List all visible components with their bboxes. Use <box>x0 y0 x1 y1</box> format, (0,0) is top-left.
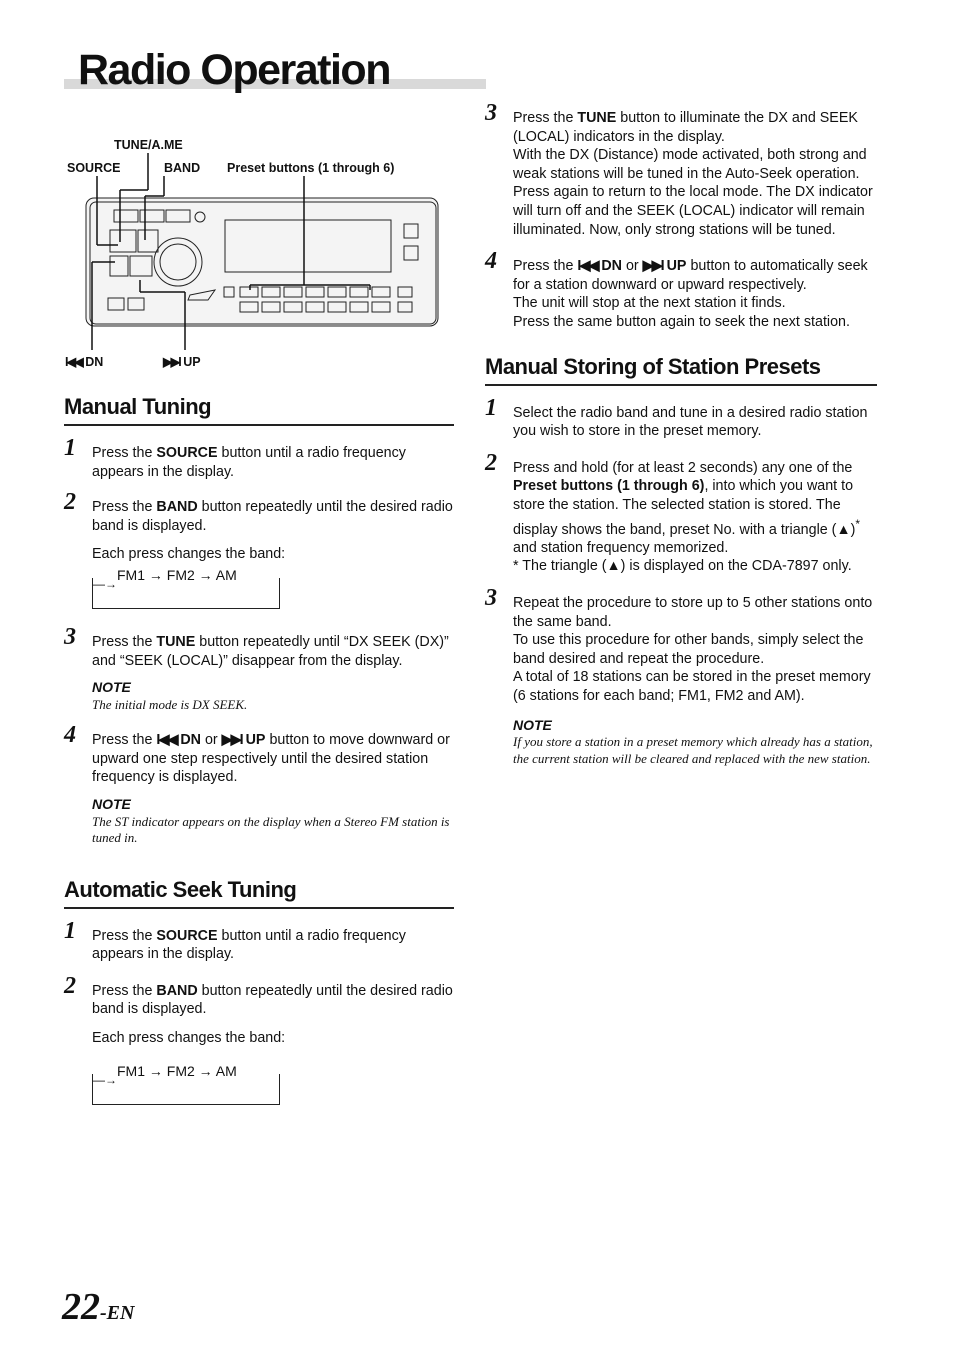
ps-step-2: 2 Press and hold (for at least 2 seconds) any one of the Preset buttons (1 through 6), into which you want to store the station. The selected station is stored. The display shows the band, preset No. with a triangle (▲)* and station frequency memorized. * The triangle (▲) is displayed on the CDA-7897 only. <box>485 459 877 576</box>
band-cycle-intro: Each press changes the band: <box>92 1030 286 1046</box>
as-step-1: 1 Press the SOURCE button until a radio frequency appears in the display. <box>64 917 406 963</box>
step-number: 2 <box>64 972 76 999</box>
note-heading: NOTE <box>513 716 552 733</box>
step-number: 3 <box>485 100 497 126</box>
band-cycle-diagram: —→ FM1 → FM2 → AM <box>92 1074 280 1105</box>
step-paragraph: A total of 18 stations can be stored in the preset memory (6 stations for each band; FM1, FM2 and AM). <box>513 669 871 705</box>
step-number: 2 <box>485 449 497 476</box>
as-step-4: 4 Press the I◀◀ DN or ▶▶I UP button to automatically seek for a station downward or upward respectively. The unit will stop at the next station it finds. Press the same button again to seek the next station. <box>485 257 877 331</box>
band-cycle-diagram: —→ FM1 → FM2 → AM <box>92 578 280 609</box>
triangle-footnote: * The triangle (▲) is displayed on the CDA-7897 only. <box>513 558 852 575</box>
as-step-2: 2 Press the BAND button repeatedly until the desired radio band is displayed. Each press changes the band: —→ FM1 → FM2 → AM <box>64 982 454 1105</box>
note-text: The initial mode is DX SEEK. <box>92 696 248 712</box>
mt-step-1: 1 Press the SOURCE button until a radio frequency appears in the display. <box>64 435 406 480</box>
note-heading: NOTE <box>92 796 131 813</box>
label-dn: I◀◀ DN <box>65 355 104 369</box>
step-number: 3 <box>485 585 497 612</box>
ps-step-3: 3 Repeat the procedure to store up to 5 other stations onto the same band. To use this procedure for other bands, simply select the band desired and repeat the procedure. A total of 18 stations can be stored in the preset memory (6 stations for each band; FM1, FM2 and AM). NOTE If you store a station in a preset memory which already has a station, the current station will be cleared and replaced with the new station. <box>485 594 877 767</box>
step-paragraph: With the DX (Distance) mode activated, both strong and weak stations will be tuned in the Auto-Seek operation. <box>513 147 867 182</box>
step-paragraph: The unit will stop at the next station it finds. <box>513 295 786 312</box>
label-up: ▶▶I UP <box>163 355 201 369</box>
step-number: 4 <box>485 248 497 275</box>
manual-tuning-heading: Manual Tuning <box>64 394 454 426</box>
step-number: 1 <box>64 435 76 461</box>
step-paragraph: To use this procedure for other bands, simply select the band desired and repeat the procedure. <box>513 632 864 667</box>
label-band: BAND <box>164 161 201 175</box>
ps-step-1: 1 Select the radio band and tune in a desired radio station you wish to store in the preset memory. <box>485 394 868 440</box>
right-column <box>485 100 877 767</box>
step-number: 2 <box>64 489 76 516</box>
page-title: Radio Operation <box>78 46 390 94</box>
page-number: 22-EN <box>62 1286 135 1328</box>
step-paragraph: Press the same button again to seek the next station. <box>513 313 850 330</box>
label-presets: Preset buttons (1 through 6) <box>227 161 395 175</box>
step-paragraph: Press again to return to the local mode. The DX indicator will turn off and the SEEK (LOCAL) indicator will remain illuminated. Now, only strong stations will be tuned. <box>513 184 873 238</box>
presets-heading: Manual Storing of Station Presets <box>485 354 877 386</box>
note-text: If you store a station in a preset memory which already has a station, the current station will be cleared and replaced with the new station. <box>513 734 873 766</box>
as-step-3: 3 Press the TUNE button to illuminate the DX and SEEK (LOCAL) indicators in the display. With the DX (Distance) mode activated, both strong and weak stations will be tuned in the Auto-Seek operation. Press again to return to the local mode. The DX indicator will turn off and the SEEK (LOCAL) indicator will remain illuminated. Now, only strong stations will be tuned. <box>485 109 877 239</box>
mt-step-4: 4 Press the I◀◀ DN or ▶▶I UP button to move downward or upward one step respectively until the desired station frequency is displayed. NOTE The ST indicator appears on the display when a Stereo FM station is tuned in. <box>64 731 454 846</box>
note-heading: NOTE <box>92 679 131 696</box>
left-column <box>64 394 454 1105</box>
mt-step-2: 2 Press the BAND button repeatedly until the desired radio band is displayed. Each press changes the band: —→ FM1 → FM2 → AM <box>64 498 454 609</box>
step-number: 3 <box>64 623 76 650</box>
triangle-icon: ▲ <box>836 521 851 538</box>
band-cycle-text: FM1 → FM2 → AM <box>117 566 241 585</box>
note-text: The ST indicator appears on the display when a Stereo FM station is tuned in. <box>92 813 450 846</box>
radio-faceplate-diagram <box>60 130 460 380</box>
label-source: SOURCE <box>67 161 121 175</box>
mt-step-3: 3 Press the TUNE button repeatedly until “DX SEEK (DX)” and “SEEK (LOCAL)” disappear from the display. NOTE The initial mode is DX SEEK. <box>64 633 454 713</box>
step-number: 1 <box>485 394 497 421</box>
faceplate-drawing <box>60 130 460 380</box>
triangle-icon: ▲ <box>606 558 621 575</box>
band-cycle-intro: Each press changes the band: <box>92 546 286 563</box>
step-number: 1 <box>64 917 76 944</box>
band-cycle-text: FM1 → FM2 → AM <box>117 1062 241 1081</box>
step-number: 4 <box>64 722 76 749</box>
auto-seek-heading: Automatic Seek Tuning <box>64 877 454 909</box>
label-tune: TUNE/A.ME <box>114 138 183 152</box>
